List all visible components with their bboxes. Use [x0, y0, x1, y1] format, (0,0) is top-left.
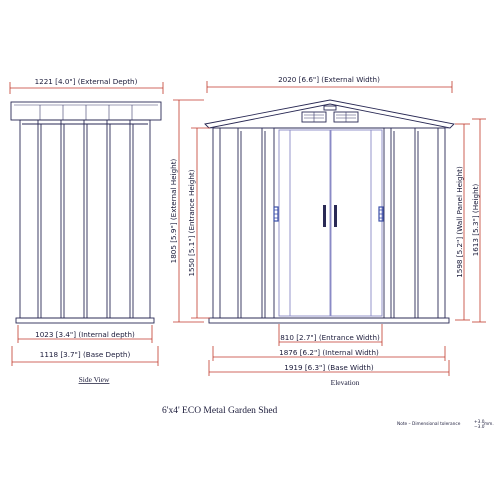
height-1613-label: 1613 [5.3"] (Height)	[471, 183, 480, 257]
tolerance-note-text: Note – Dimensional tolerance	[397, 422, 461, 427]
external-depth-label: 1221 [4.0"] (External Depth)	[34, 77, 138, 86]
external-height-label: 1805 [5.9"] (External Height)	[169, 158, 178, 264]
entrance-height-label: 1550 [5.1"] (Entrance Height)	[187, 169, 196, 277]
tolerance-plus: +3.0	[474, 420, 485, 425]
tolerance-unit: mm.	[484, 422, 494, 427]
wall-panel-height-label: 1598 [5.2"] (Wall Panel Height)	[455, 166, 464, 278]
elevation-label: Elevation	[330, 378, 360, 387]
internal-depth-label: 1023 [3.4"] (Internal depth)	[35, 330, 135, 339]
side-view-label: Side View	[78, 375, 110, 384]
tolerance-minus: −3.0	[474, 425, 485, 430]
door-handle-left	[323, 205, 326, 227]
roof-vents	[302, 106, 358, 122]
sliding-doors	[274, 130, 383, 316]
right-wall-panels	[391, 128, 438, 318]
left-wall-panels	[220, 128, 265, 318]
entrance-width-label: 810 [2.7"] (Entrance Width)	[280, 333, 380, 342]
internal-width-label: 1876 [6.2"] (Internal Width)	[279, 348, 379, 357]
side-view	[10, 77, 163, 384]
side-wall-panels	[22, 120, 148, 318]
elevation-view	[169, 75, 486, 387]
external-width-label: 2020 [6.6"] (External Width)	[278, 75, 380, 84]
door-handle-right	[334, 205, 337, 227]
drawing-title: 6'x4' ECO Metal Garden Shed	[162, 406, 278, 416]
tolerance-note	[397, 419, 494, 430]
base-width-label: 1919 [6.3"] (Base Width)	[284, 363, 374, 372]
base-depth-label: 1118 [3.7"] (Base Depth)	[39, 350, 131, 359]
